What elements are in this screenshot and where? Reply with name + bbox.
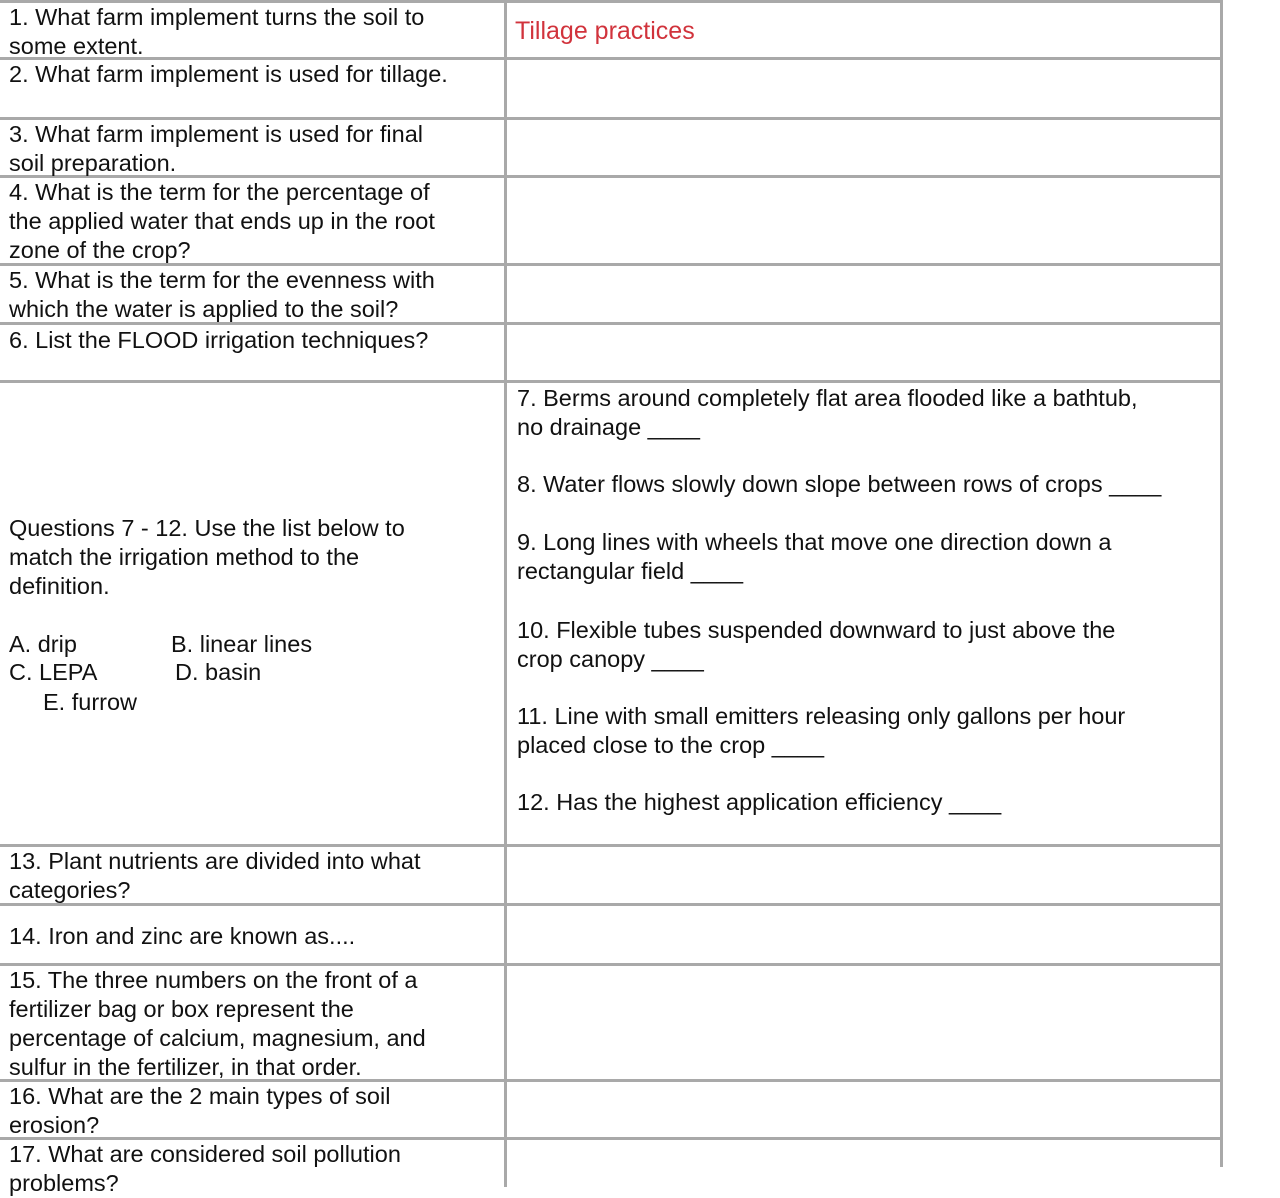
table-right-border <box>1220 0 1223 1167</box>
question-16: 16. What are the 2 main types of soil erosion? <box>9 1083 391 1138</box>
question-14: 14. Iron and zinc are known as.... <box>9 923 356 949</box>
matching-item-11: 11. Line with small emitters releasing only gallons per hour placed close to the crop ____ <box>517 703 1126 758</box>
option-e: E. furrow <box>43 689 138 715</box>
option-b: B. linear lines <box>171 631 313 657</box>
option-d: D. basin <box>175 659 262 685</box>
option-a: A. drip <box>9 631 77 657</box>
question-3: 3. What farm implement is used for final soil preparation. <box>9 121 424 176</box>
matching-item-8: 8. Water flows slowly down slope between rows of crops ____ <box>517 471 1162 497</box>
question-5: 5. What is the term for the evenness with which the water is applied to the soil? <box>9 267 435 322</box>
matching-item-12: 12. Has the highest application efficiency ____ <box>517 789 1002 815</box>
matching-item-10: 10. Flexible tubes suspended downward to just above the crop canopy ____ <box>517 617 1116 672</box>
answer-q1: Tillage practices <box>515 17 695 45</box>
question-1: 1. What farm implement turns the soil to some extent. <box>9 4 425 59</box>
question-17: 17. What are considered soil pollution problems? <box>9 1141 401 1196</box>
question-6: 6. List the FLOOD irrigation techniques? <box>9 327 429 353</box>
matching-instruction: Questions 7 - 12. Use the list below to match the irrigation method to the definition. <box>9 515 405 599</box>
question-4: 4. What is the term for the percentage of the applied water that ends up in the root zone of the crop? <box>9 179 435 263</box>
question-2: 2. What farm implement is used for tillage. <box>9 61 448 87</box>
column-divider <box>504 0 507 1187</box>
matching-item-7: 7. Berms around completely flat area flooded like a bathtub, no drainage ____ <box>517 385 1138 440</box>
question-15: 15. The three numbers on the front of a fertilizer bag or box represent the percentage of calcium, magnesium, and sulfur in the fertilizer, in that order. <box>9 967 426 1080</box>
option-c: C. LEPA <box>9 659 98 685</box>
row-border <box>0 380 1223 383</box>
question-13: 13. Plant nutrients are divided into what categories? <box>9 848 421 903</box>
matching-item-9: 9. Long lines with wheels that move one direction down a rectangular field ____ <box>517 529 1112 584</box>
